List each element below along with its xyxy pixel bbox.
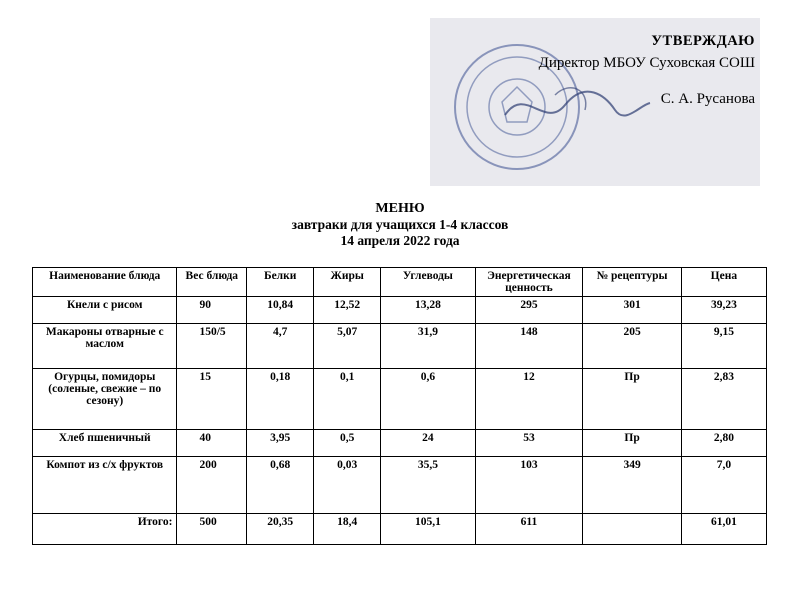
cell-proteins: 3,95 (247, 430, 314, 457)
cell-proteins: 4,7 (247, 324, 314, 369)
table-row (33, 430, 767, 457)
cell-fats: 0,1 (314, 369, 381, 430)
cell-weight: 90 (177, 297, 247, 324)
cell-fats: 5,07 (314, 324, 381, 369)
approval-position: Директор МБОУ Суховская СОШ (538, 55, 755, 71)
cell-price: 7,0 (681, 457, 766, 514)
menu-date: 14 апреля 2022 года (340, 233, 460, 248)
header-energy: Энергетическая ценность (475, 268, 583, 297)
cell-dish-name: Компот из с/х фруктов (33, 457, 177, 514)
cell-carbs: 105,1 (381, 514, 475, 545)
cell-carbs: 13,28 (381, 297, 475, 324)
cell-fats: 12,52 (314, 297, 381, 324)
cell-energy: 611 (475, 514, 583, 545)
table-row (33, 324, 767, 369)
cell-energy: 103 (475, 457, 583, 514)
cell-weight: 500 (177, 514, 247, 545)
cell-recipe: Пр (583, 430, 681, 457)
header-weight: Вес блюда (177, 268, 247, 297)
cell-price: 2,83 (681, 369, 766, 430)
cell-proteins: 10,84 (247, 297, 314, 324)
table-header-row (33, 268, 767, 297)
cell-energy: 148 (475, 324, 583, 369)
cell-total-label: Итого: (33, 514, 177, 545)
cell-energy: 295 (475, 297, 583, 324)
cell-weight: 15 (177, 369, 247, 430)
approval-name: С. А. Русанова (660, 91, 755, 107)
cell-fats: 0,03 (314, 457, 381, 514)
cell-carbs: 24 (381, 430, 475, 457)
header-fats: Жиры (314, 268, 381, 297)
header-carbs: Углеводы (381, 268, 475, 297)
cell-dish-name: Макароны отварные с маслом (33, 324, 177, 369)
cell-price: 9,15 (681, 324, 766, 369)
cell-energy: 12 (475, 369, 583, 430)
table-row (33, 297, 767, 324)
cell-recipe (583, 514, 681, 545)
cell-carbs: 31,9 (381, 324, 475, 369)
header-price: Цена (681, 268, 766, 297)
cell-price: 39,23 (681, 297, 766, 324)
cell-carbs: 0,6 (381, 369, 475, 430)
cell-dish-name: Огурцы, помидоры (соленые, свежие – по сезону) (33, 369, 177, 430)
cell-recipe: Пр (583, 369, 681, 430)
approval-block (500, 30, 755, 110)
approval-title: УТВЕРЖДАЮ (651, 33, 755, 49)
cell-weight: 150/5 (177, 324, 247, 369)
header-recipe-number: № рецептуры (583, 268, 681, 297)
header-dish-name: Наименование блюда (33, 268, 177, 297)
cell-proteins: 0,18 (247, 369, 314, 430)
menu-title: МЕНЮ (375, 201, 425, 216)
cell-weight: 200 (177, 457, 247, 514)
cell-recipe: 301 (583, 297, 681, 324)
cell-carbs: 35,5 (381, 457, 475, 514)
cell-weight: 40 (177, 430, 247, 457)
cell-recipe: 349 (583, 457, 681, 514)
header-proteins: Белки (247, 268, 314, 297)
cell-price: 61,01 (681, 514, 766, 545)
menu-table (32, 267, 767, 545)
cell-proteins: 0,68 (247, 457, 314, 514)
cell-dish-name: Кнели с рисом (33, 297, 177, 324)
menu-heading (0, 201, 800, 249)
cell-proteins: 20,35 (247, 514, 314, 545)
table-total-row (33, 514, 767, 545)
cell-recipe: 205 (583, 324, 681, 369)
cell-fats: 0,5 (314, 430, 381, 457)
table-row (33, 457, 767, 514)
cell-dish-name: Хлеб пшеничный (33, 430, 177, 457)
menu-subtitle: завтраки для учащихся 1-4 классов (291, 217, 509, 232)
cell-price: 2,80 (681, 430, 766, 457)
cell-fats: 18,4 (314, 514, 381, 545)
cell-energy: 53 (475, 430, 583, 457)
table-row (33, 369, 767, 430)
